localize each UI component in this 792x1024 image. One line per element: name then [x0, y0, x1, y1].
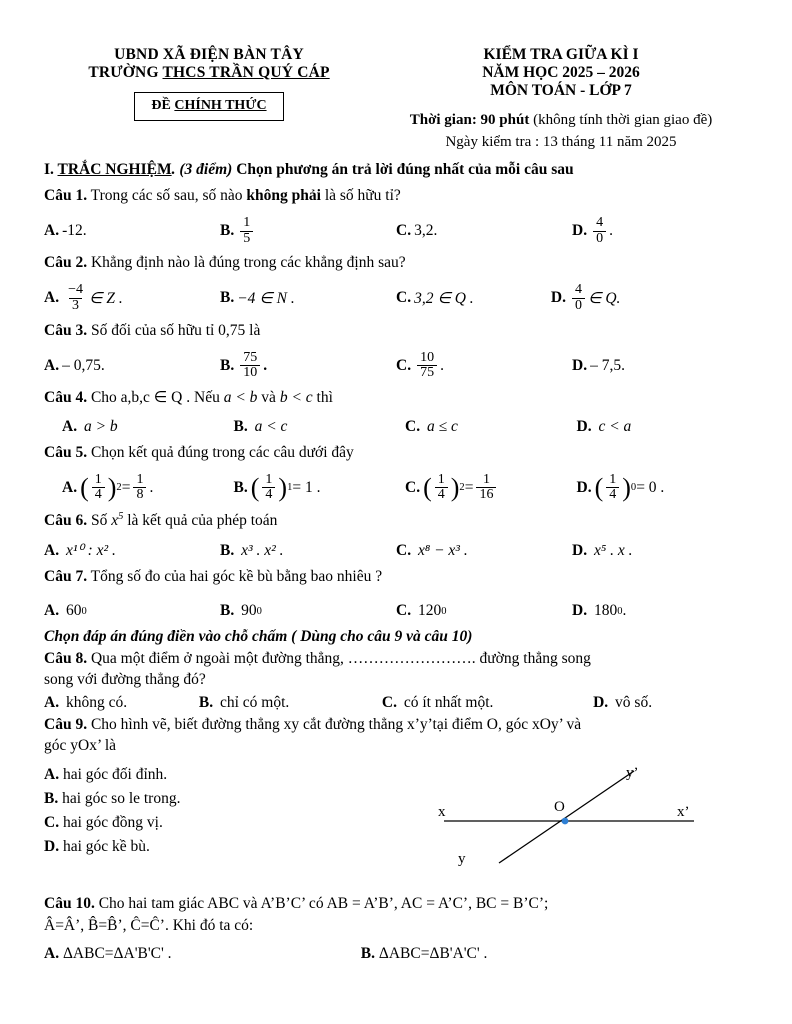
- option-10-b-letter: B.: [360, 944, 376, 962]
- option-9-b-value: hai góc so le trong.: [58, 789, 181, 807]
- option-5-d-equals: = 0 .: [636, 478, 665, 496]
- option-4-a[interactable]: [44, 418, 234, 436]
- option-6-d-value: x⁵ . x .: [593, 541, 633, 559]
- question-5: [44, 443, 748, 464]
- official-exam-box-wrap: [44, 92, 374, 121]
- power-base: x: [111, 512, 119, 530]
- right-paren: ): [107, 472, 117, 502]
- fraction-denominator: 4: [435, 487, 448, 503]
- question-5-options: [44, 473, 748, 503]
- option-4-c[interactable]: [405, 418, 577, 436]
- option-4-d-value: c < a: [598, 417, 632, 435]
- fraction-numerator: 1: [609, 471, 617, 487]
- school-name-prefix: TRƯỜNG: [88, 64, 163, 81]
- option-1-a[interactable]: [44, 222, 220, 240]
- question-5-text: Chọn kết quả đúng trong các câu dưới đây: [87, 443, 354, 461]
- option-8-c-value: có ít nhất một.: [403, 693, 494, 711]
- question-7-options: [44, 602, 748, 620]
- question-1-options: [44, 216, 748, 246]
- question-2-text: Khẳng định nào là đúng trong các khẳng định sau?: [87, 254, 406, 272]
- question-9-options: [44, 763, 434, 883]
- option-3-a-value: – 0,75.: [62, 356, 105, 374]
- question-7: [44, 567, 748, 588]
- option-2-c-letter: C.: [396, 289, 412, 307]
- option-8-d-value: vô số.: [615, 693, 653, 711]
- question-4: [44, 388, 748, 409]
- left-paren: (: [80, 472, 89, 502]
- question-3-options: [44, 351, 748, 381]
- option-10-a[interactable]: [44, 945, 361, 963]
- option-8-c-letter: C.: [381, 693, 397, 711]
- option-3-a[interactable]: [44, 357, 220, 375]
- option-2-d-tail: ∈ Q.: [587, 289, 621, 307]
- fraction-one-fourth: [92, 473, 105, 503]
- fraction-75-10: [240, 351, 260, 381]
- option-5-a[interactable]: [44, 473, 234, 503]
- option-9-a-letter: A.: [44, 765, 60, 783]
- option-7-d[interactable]: [572, 602, 748, 620]
- exam-subject-grade: MÔN TOÁN - LỚP 7: [490, 82, 632, 99]
- fraction-denominator: 0: [572, 298, 585, 314]
- fraction-denominator: 4: [606, 487, 619, 503]
- question-8-text-line2: song với đường thẳng đó?: [44, 671, 206, 689]
- option-2-b[interactable]: [220, 289, 396, 308]
- option-9-c-letter: C.: [44, 813, 60, 831]
- fraction-one-fourth: [435, 473, 448, 503]
- option-1-a-value: -12.: [62, 222, 87, 240]
- option-8-b-letter: B.: [198, 693, 214, 711]
- option-9-b-letter: B.: [44, 789, 59, 807]
- option-5-b-equals: = 1 .: [292, 478, 321, 496]
- question-1-label: Câu 1.: [44, 187, 88, 204]
- exponent: 2: [459, 482, 465, 494]
- intersection-point-O: [562, 817, 569, 824]
- option-6-d-letter: D.: [572, 541, 588, 559]
- fraction-denominator: 4: [92, 487, 105, 503]
- option-5-d-letter: D.: [576, 478, 592, 496]
- exponent: 2: [116, 482, 122, 494]
- document-header: [44, 46, 748, 151]
- option-6-c-value: x⁸ − x³ .: [417, 541, 468, 559]
- question-6-power: [111, 512, 123, 529]
- option-2-c-value: 3,2 ∈ Q .: [414, 289, 474, 307]
- option-3-c-tail: .: [440, 356, 444, 374]
- left-paren: (: [594, 472, 604, 502]
- question-6-text-post: là kết quả của phép toán: [123, 512, 278, 530]
- option-3-a-letter: A.: [44, 356, 60, 374]
- exam-duration-value: Thời gian: 90 phút: [409, 112, 530, 128]
- option-1-c-letter: C.: [396, 222, 412, 240]
- option-5-a-equals: =: [121, 478, 131, 496]
- option-7-b-letter: B.: [220, 602, 235, 620]
- fraction-numerator: 1: [437, 471, 445, 487]
- option-1-c-value: 3,2.: [414, 222, 438, 240]
- option-3-b-letter: B.: [220, 356, 235, 374]
- fraction-denominator: 0: [593, 231, 606, 247]
- option-4-a-letter: A.: [62, 417, 78, 435]
- option-8-d[interactable]: [593, 694, 748, 712]
- fraction-four-zero: [572, 283, 585, 313]
- question-7-label: Câu 7.: [44, 568, 88, 586]
- label-y-prime: y’: [626, 764, 639, 781]
- option-9-b[interactable]: [44, 787, 434, 811]
- exam-duration: [374, 112, 748, 129]
- section-name: TRẮC NGHIỆM: [57, 161, 172, 178]
- intersecting-lines-figure: [434, 763, 748, 883]
- exam-info-block: [374, 46, 748, 151]
- section-instruction: Chọn phương án trả lời đúng nhất của mỗi câu sau: [232, 161, 574, 178]
- question-4-text-pre: Cho a,b,c ∈ Q . Nếu: [87, 388, 224, 406]
- school-name: [44, 64, 374, 82]
- option-3-b-tail: .: [263, 356, 268, 374]
- option-7-c[interactable]: [396, 602, 572, 620]
- fraction-numerator: 4: [574, 282, 582, 298]
- question-9-text-line1: Cho hình vẽ, biết đường thẳng xy cắt đường thẳng x’y’tại điểm O, góc xOy’ và: [87, 715, 582, 733]
- option-2-a-tail: ∈ Z .: [88, 289, 123, 307]
- exponent: 1: [287, 482, 293, 494]
- question-6-label: Câu 6.: [44, 512, 88, 530]
- option-5-c-letter: C.: [405, 478, 421, 496]
- question-8-options: [44, 694, 748, 712]
- exponent: 0: [630, 482, 637, 494]
- option-6-c[interactable]: [396, 542, 572, 560]
- option-1-b[interactable]: [220, 216, 396, 246]
- section-points: . (3 điểm): [171, 161, 233, 178]
- question-4-text-mid: và: [257, 388, 280, 406]
- option-7-c-letter: C.: [396, 602, 412, 620]
- fraction-numerator: 10: [420, 349, 435, 365]
- question-9: [44, 715, 748, 757]
- exam-title: KIỂM TRA GIỮA KÌ I: [483, 46, 639, 63]
- section-heading: [44, 161, 748, 179]
- question-4-ineq1: a < b: [223, 388, 258, 406]
- fraction-one-eighth: [133, 473, 146, 503]
- option-5-c[interactable]: [405, 473, 577, 503]
- option-6-c-letter: C.: [396, 541, 412, 559]
- fraction-numerator: 1: [94, 471, 102, 487]
- line-x-prime-y-prime: [499, 771, 634, 863]
- option-2-d-letter: D.: [550, 289, 566, 307]
- fraction-numerator: 1: [243, 214, 251, 230]
- option-6-a[interactable]: [44, 541, 220, 560]
- question-5-label: Câu 5.: [44, 443, 88, 461]
- option-6-d[interactable]: [572, 542, 748, 560]
- exam-duration-note: (không tính thời gian giao đề): [529, 112, 713, 128]
- option-3-b[interactable]: [220, 351, 396, 381]
- question-8-label: Câu 8.: [44, 650, 88, 668]
- option-4-b-letter: B.: [233, 417, 248, 435]
- question-4-label: Câu 4.: [44, 388, 88, 406]
- question-1-text-post: là số hữu tỉ?: [320, 187, 401, 204]
- option-8-b-value: chỉ có một.: [219, 693, 290, 711]
- question-3-label: Câu 3.: [44, 321, 88, 339]
- power-expression: [423, 473, 465, 503]
- question-3-text: Số đối của số hữu tỉ 0,75 là: [87, 321, 261, 339]
- option-5-a-letter: A.: [62, 478, 78, 496]
- school-authority: UBND XÃ ĐIỆN BÀN TÂY: [114, 46, 304, 63]
- option-4-b-value: a < c: [254, 417, 288, 435]
- question-6-options: [44, 541, 748, 560]
- option-1-b-letter: B.: [220, 222, 235, 240]
- option-4-a-value: a > b: [83, 417, 118, 435]
- degree-sup: 0: [81, 605, 87, 617]
- option-9-a-value: hai góc đối đỉnh.: [59, 765, 168, 783]
- fraction-numerator: 1: [136, 471, 144, 487]
- option-4-c-letter: C.: [405, 417, 421, 435]
- question-10: [44, 893, 748, 938]
- question-10-label: Câu 10.: [44, 894, 95, 912]
- exam-schoolyear: NĂM HỌC 2025 – 2026: [482, 64, 640, 81]
- figure-svg: [434, 763, 754, 883]
- fraction-minus-four-thirds: [65, 283, 86, 313]
- option-7-a-letter: A.: [44, 602, 60, 620]
- question-2-options: [44, 283, 748, 313]
- option-6-b[interactable]: [220, 542, 396, 560]
- exam-date: Ngày kiểm tra : 13 tháng 11 năm 2025: [445, 134, 677, 150]
- option-9-c[interactable]: [44, 811, 434, 835]
- fraction-denominator: 10: [240, 365, 260, 381]
- option-10-b[interactable]: [361, 945, 488, 963]
- option-4-b[interactable]: [234, 418, 406, 436]
- right-paren: ): [622, 472, 631, 502]
- degree-sup: 0: [256, 605, 262, 617]
- fraction-denominator: 5: [240, 231, 253, 247]
- fraction-denominator: 16: [476, 487, 496, 503]
- fraction-one-sixteenth: [476, 473, 496, 503]
- fraction-denominator: 75: [417, 365, 437, 381]
- option-1-d[interactable]: [572, 216, 748, 246]
- option-4-d-letter: D.: [576, 417, 592, 435]
- option-9-d-letter: D.: [44, 837, 60, 855]
- de-prefix: ĐỀ: [151, 98, 175, 113]
- fraction-one-fourth: [262, 473, 275, 503]
- option-3-c[interactable]: [396, 351, 572, 381]
- fraction-numerator: 4: [596, 214, 604, 230]
- option-7-a[interactable]: [44, 602, 220, 620]
- question-1-text-pre: Trong các số sau, số nào: [87, 187, 247, 204]
- option-1-c[interactable]: [396, 222, 572, 240]
- option-8-a-value: không có.: [65, 693, 128, 711]
- fraction-10-75: [417, 351, 437, 381]
- school-name-underlined: THCS TRẦN QUÝ CÁP: [162, 64, 330, 81]
- fraction-denominator: 4: [262, 487, 275, 503]
- question-9-label: Câu 9.: [44, 715, 88, 733]
- fraction-one-fourth: [606, 473, 619, 503]
- option-9-d[interactable]: [44, 835, 434, 859]
- fill-in-instruction: Chọn đáp án đúng điền vào chỗ chấm ( Dùng cho câu 9 và câu 10): [44, 628, 473, 646]
- power-expression: [80, 473, 122, 503]
- option-7-d-tail: .: [622, 602, 627, 620]
- option-10-a-value: ΔABC=ΔA'B'C' .: [62, 944, 172, 962]
- option-1-d-letter: D.: [572, 222, 588, 240]
- option-5-c-equals: =: [464, 478, 474, 496]
- option-8-a[interactable]: [44, 694, 199, 712]
- option-6-a-letter: A.: [44, 541, 60, 559]
- option-8-b[interactable]: [199, 694, 382, 712]
- option-8-d-letter: D.: [593, 693, 609, 711]
- question-1-text-bold: không phải: [246, 187, 321, 204]
- option-5-d[interactable]: [577, 473, 749, 503]
- power-expression: [251, 473, 293, 503]
- option-7-b[interactable]: [220, 602, 396, 620]
- option-2-a[interactable]: [44, 283, 220, 313]
- option-7-d-letter: D.: [572, 602, 588, 620]
- option-9-d-value: hai góc kề bù.: [59, 837, 150, 855]
- option-2-b-value: −4 ∈ N .: [237, 289, 295, 307]
- question-10-text-line1: Cho hai tam giác ABC và A’B’C’ có AB = A’B’, AC = A’C’, BC = B’C’;: [94, 894, 549, 912]
- section-roman: I.: [44, 161, 58, 178]
- question-4-options: [44, 418, 748, 436]
- question-9-body: [44, 763, 748, 883]
- option-6-b-letter: B.: [220, 541, 235, 559]
- question-7-text: Tổng số đo của hai góc kề bù bằng bao nhiêu ?: [87, 568, 383, 586]
- option-7-d-value: 180: [593, 602, 618, 620]
- question-8-text-line1: Qua một điểm ở ngoài một đường thẳng, ……………………. đường thẳng song: [87, 650, 591, 668]
- question-9-text-line2: góc yOx’ là: [44, 736, 117, 754]
- school-block: [44, 46, 374, 121]
- option-2-c[interactable]: [396, 289, 551, 308]
- option-1-d-tail: .: [609, 222, 613, 240]
- right-paren: ): [450, 472, 460, 502]
- option-9-a[interactable]: [44, 763, 434, 787]
- option-3-d[interactable]: [572, 357, 748, 375]
- option-3-c-letter: C.: [396, 356, 412, 374]
- option-4-c-value: a ≤ c: [426, 417, 458, 435]
- option-3-d-value: – 7,5.: [590, 356, 625, 374]
- option-10-b-value: ΔABC=ΔB'A'C' .: [378, 944, 488, 962]
- option-8-c[interactable]: [382, 694, 593, 712]
- left-paren: (: [250, 472, 260, 502]
- question-2: [44, 253, 748, 274]
- degree-sup: 0: [441, 605, 447, 617]
- fraction-numerator: 75: [243, 349, 258, 365]
- option-6-b-value: x³ . x² .: [241, 541, 284, 559]
- question-2-label: Câu 2.: [44, 254, 88, 272]
- exam-time-block: [374, 112, 748, 151]
- question-10-text-line2: Â=Â’, B̂=B̂’, Ĉ=Ĉ’. Khi đó ta có:: [44, 917, 254, 935]
- option-4-d[interactable]: [577, 418, 749, 436]
- option-2-b-letter: B.: [220, 289, 235, 307]
- option-5-b-letter: B.: [233, 478, 248, 496]
- option-5-a-tail: .: [149, 478, 154, 496]
- question-8: [44, 649, 748, 691]
- power-expression: [595, 473, 637, 503]
- option-6-a-value: x¹⁰ : x² .: [65, 542, 116, 560]
- option-1-a-letter: A.: [44, 222, 60, 240]
- fraction-numerator: −4: [68, 282, 83, 298]
- question-4-text-post: thì: [312, 388, 333, 406]
- label-x-prime: x’: [677, 803, 690, 820]
- question-3: [44, 321, 748, 342]
- fraction-denominator: 3: [69, 298, 82, 314]
- question-4-ineq2: b < c: [279, 388, 313, 406]
- option-5-b[interactable]: [234, 473, 406, 503]
- question-6: [44, 510, 748, 532]
- label-y: y: [458, 850, 466, 867]
- de-underlined: CHÍNH THỨC: [174, 98, 267, 113]
- label-x: x: [438, 803, 446, 820]
- label-O: O: [554, 798, 565, 815]
- fraction-numerator: 1: [265, 471, 273, 487]
- option-7-b-value: 90: [241, 602, 257, 620]
- option-10-a-letter: A.: [44, 944, 60, 962]
- left-paren: (: [423, 472, 432, 502]
- degree-sup: 0: [617, 605, 623, 617]
- fraction-denominator: 8: [133, 487, 146, 503]
- fraction-one-fifth: [240, 216, 253, 246]
- right-paren: ): [278, 472, 288, 502]
- question-6-text-pre: Số: [87, 512, 112, 530]
- option-7-c-value: 120: [417, 602, 442, 620]
- option-3-d-letter: D.: [572, 356, 588, 374]
- option-9-c-value: hai góc đồng vị.: [59, 813, 163, 831]
- option-8-a-letter: A.: [44, 693, 60, 711]
- option-2-a-letter: A.: [44, 289, 60, 307]
- official-exam-box: [134, 92, 283, 121]
- question-10-options: [44, 945, 748, 963]
- fraction-numerator: 1: [482, 471, 490, 487]
- fraction-four-zero: [593, 216, 606, 246]
- option-7-a-value: 60: [65, 602, 82, 620]
- option-2-d[interactable]: [551, 283, 727, 313]
- power-exponent: 5: [118, 511, 124, 523]
- question-1: [44, 186, 748, 207]
